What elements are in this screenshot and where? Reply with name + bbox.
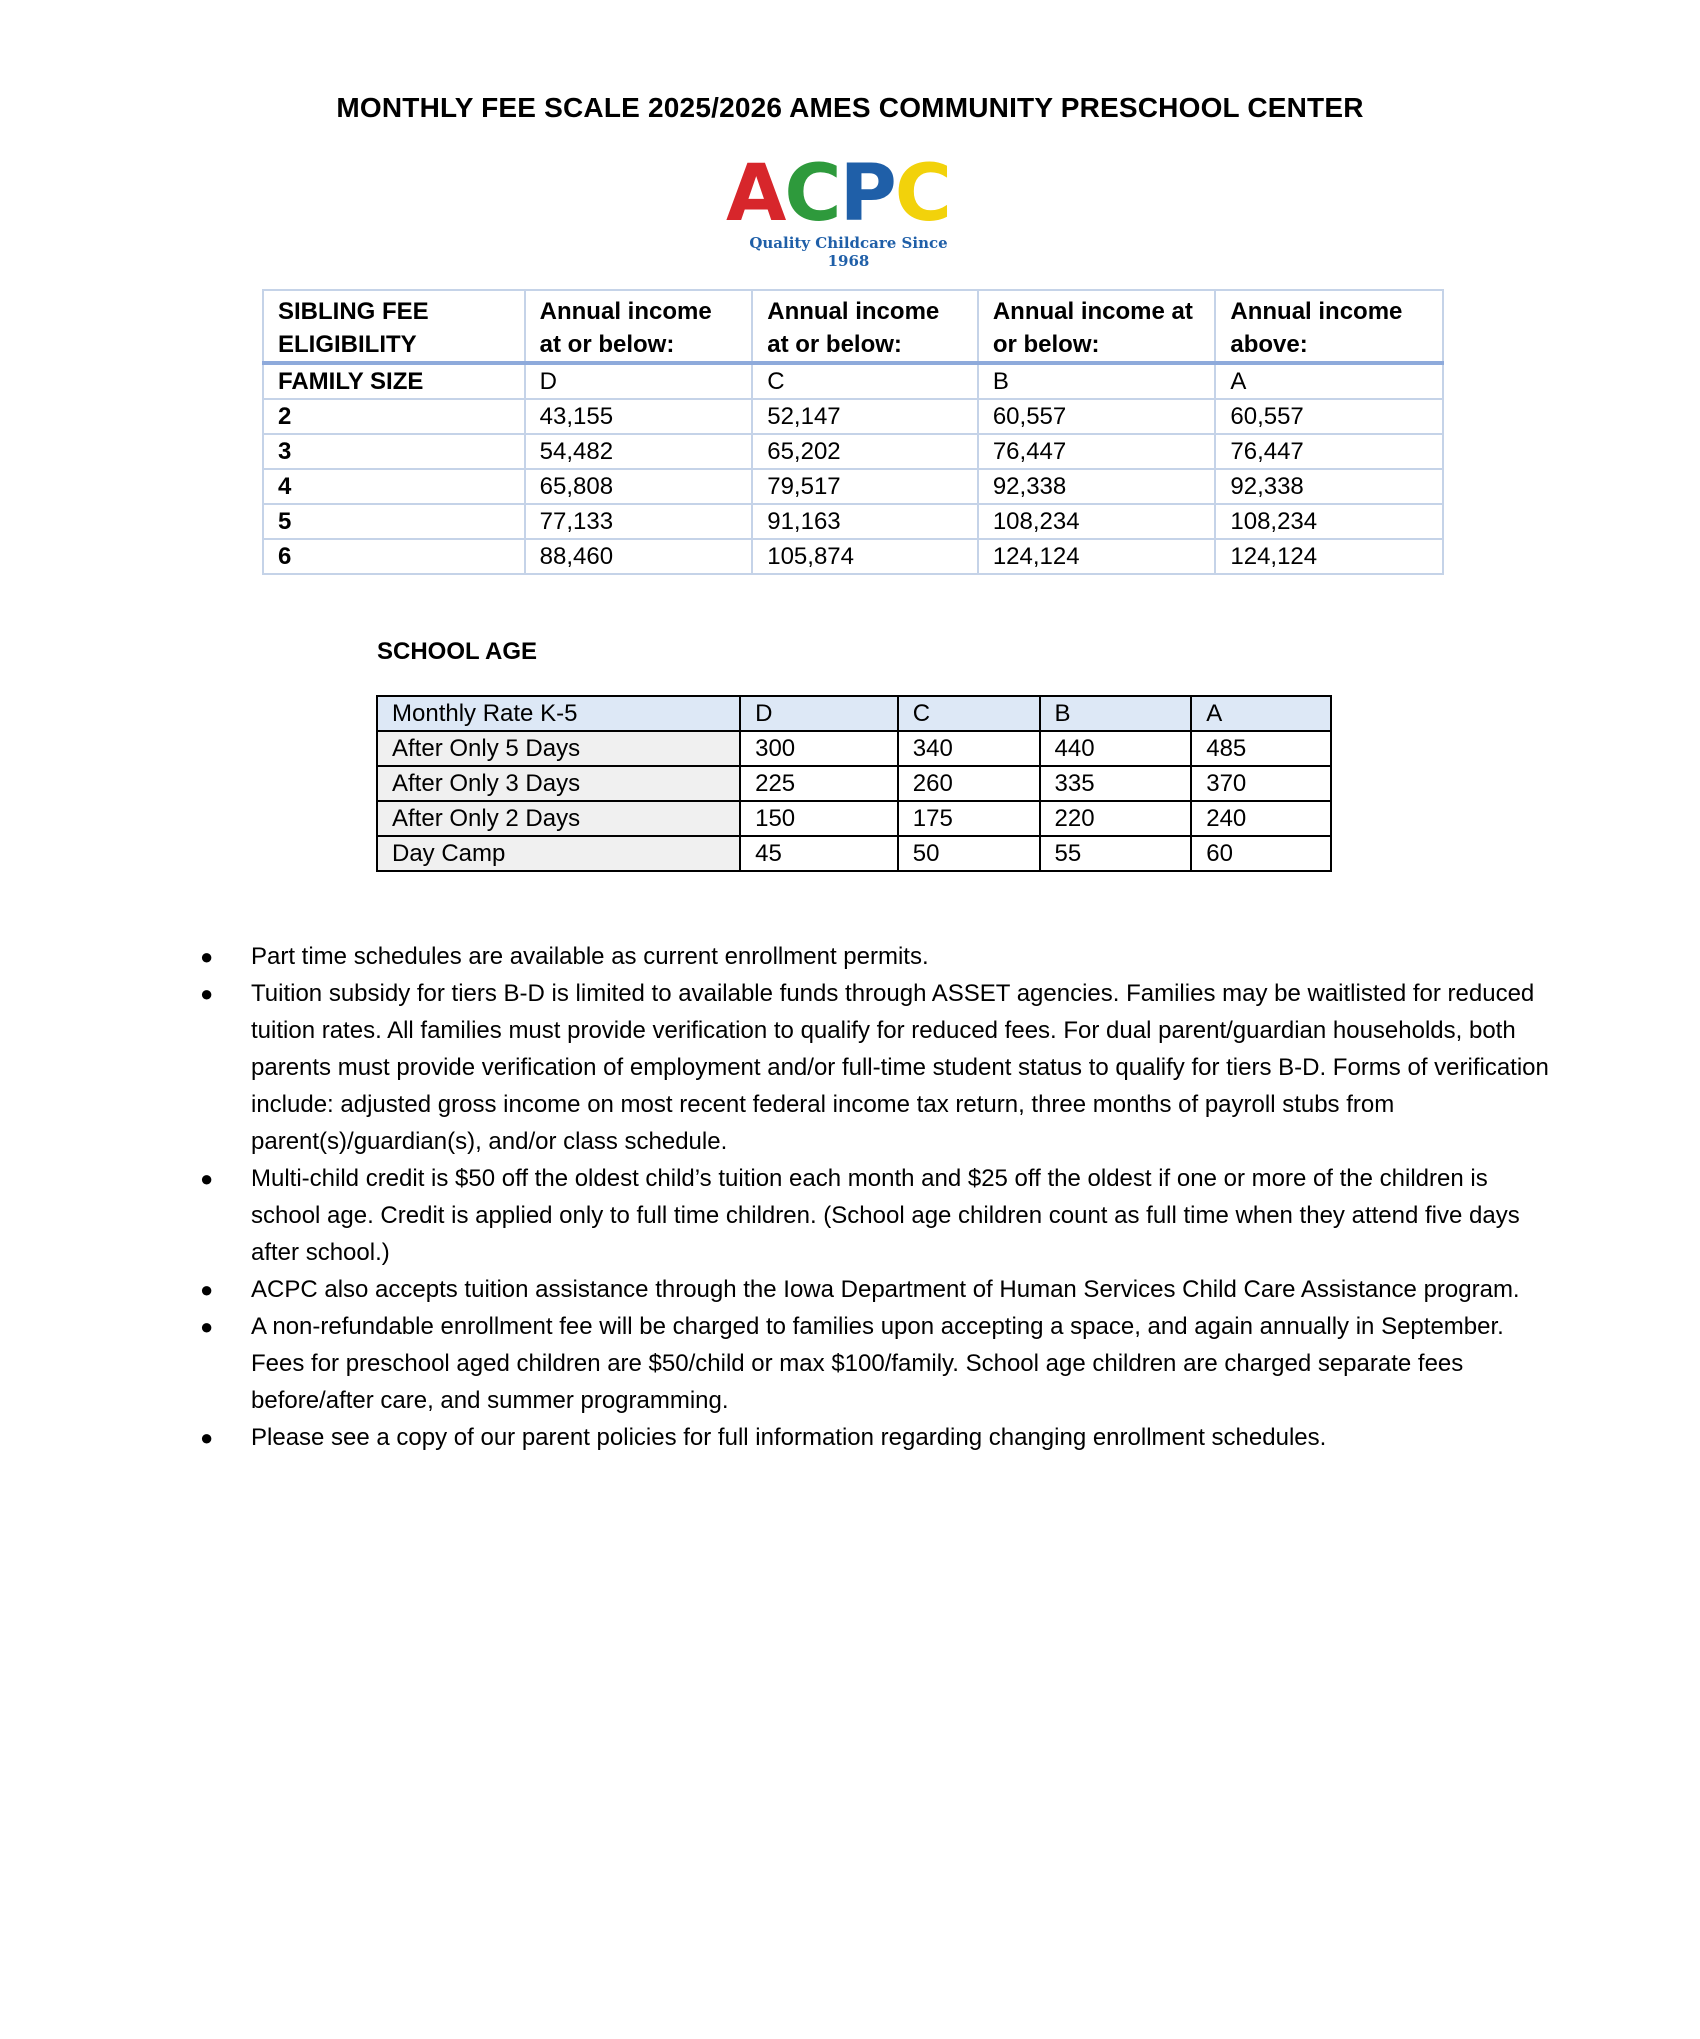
header-income-c: Annual income at or below: xyxy=(752,290,978,363)
bullet-icon: ● xyxy=(200,1425,214,1450)
note-text: Please see a copy of our parent policies for full information regarding changing enrollment schedules. xyxy=(251,1424,1327,1451)
rate-cell: 225 xyxy=(740,766,898,801)
rate-cell: 240 xyxy=(1191,801,1331,836)
income-cell: 76,447 xyxy=(1215,434,1443,469)
income-cell: 108,234 xyxy=(978,504,1216,539)
tier-b: B xyxy=(978,363,1216,399)
logo-tagline: Quality Childcare Since 1968 xyxy=(749,234,948,270)
family-size-label: FAMILY SIZE xyxy=(263,363,525,399)
list-item xyxy=(199,1419,1559,1456)
bullet-icon: ● xyxy=(200,944,214,969)
schedule-label: After Only 3 Days xyxy=(377,766,740,801)
income-cell: 108,234 xyxy=(1215,504,1443,539)
income-cell: 124,124 xyxy=(1215,539,1443,574)
rate-cell: 60 xyxy=(1191,836,1331,871)
logo-letter-c: C xyxy=(784,149,842,239)
note-text: ACPC also accepts tuition assistance through the Iowa Department of Human Services Child Care Assistance program. xyxy=(251,1276,1520,1303)
income-cell: 54,482 xyxy=(525,434,753,469)
rate-cell: 50 xyxy=(898,836,1040,871)
income-cell: 88,460 xyxy=(525,539,753,574)
family-size-cell: 2 xyxy=(263,399,525,434)
table-row xyxy=(377,766,1331,801)
policy-notes-list xyxy=(199,938,1559,1456)
schedule-label: Day Camp xyxy=(377,836,740,871)
income-cell: 92,338 xyxy=(1215,469,1443,504)
bullet-icon: ● xyxy=(200,1166,214,1191)
rate-cell: 440 xyxy=(1040,731,1192,766)
table-row xyxy=(377,801,1331,836)
family-size-cell: 4 xyxy=(263,469,525,504)
list-item xyxy=(199,1160,1559,1271)
page-title: MONTHLY FEE SCALE 2025/2026 AMES COMMUNITY PRESCHOOL CENTER xyxy=(336,92,1364,123)
rate-cell: 220 xyxy=(1040,801,1192,836)
table-row xyxy=(377,731,1331,766)
income-cell: 65,808 xyxy=(525,469,753,504)
income-cell: 91,163 xyxy=(752,504,978,539)
logo-letters xyxy=(726,149,974,239)
logo-letter-c2: C xyxy=(894,149,953,239)
note-text: Part time schedules are available as current enrollment permits. xyxy=(251,943,929,970)
income-cell: 124,124 xyxy=(978,539,1216,574)
sibling-fee-table xyxy=(262,289,1444,575)
table-row xyxy=(263,504,1443,539)
income-cell: 60,557 xyxy=(978,399,1216,434)
header-income-a: Annual income above: xyxy=(1215,290,1443,363)
income-cell: 77,133 xyxy=(525,504,753,539)
table-row xyxy=(263,469,1443,504)
rate-cell: 340 xyxy=(898,731,1040,766)
header-sibling-fee-eligibility: SIBLING FEE ELIGIBILITY xyxy=(263,290,525,363)
income-cell: 105,874 xyxy=(752,539,978,574)
income-cell: 52,147 xyxy=(752,399,978,434)
bullet-icon: ● xyxy=(200,1277,214,1302)
logo-letter-a: A xyxy=(726,149,787,239)
income-cell: 79,517 xyxy=(752,469,978,504)
tier-a: A xyxy=(1191,696,1331,731)
header-income-d: Annual income at or below: xyxy=(525,290,753,363)
school-age-heading: SCHOOL AGE xyxy=(377,638,538,665)
tier-d: D xyxy=(740,696,898,731)
family-size-cell: 5 xyxy=(263,504,525,539)
rate-cell: 335 xyxy=(1040,766,1192,801)
rate-cell: 150 xyxy=(740,801,898,836)
tier-b: B xyxy=(1040,696,1192,731)
table-row xyxy=(263,539,1443,574)
table-row xyxy=(377,836,1331,871)
rate-cell: 370 xyxy=(1191,766,1331,801)
bullet-icon: ● xyxy=(200,981,214,1006)
list-item xyxy=(199,975,1559,1160)
family-size-cell: 6 xyxy=(263,539,525,574)
income-cell: 76,447 xyxy=(978,434,1216,469)
table-row xyxy=(263,399,1443,434)
tier-a: A xyxy=(1215,363,1443,399)
tier-c: C xyxy=(898,696,1040,731)
table-row xyxy=(263,434,1443,469)
bullet-icon: ● xyxy=(200,1314,214,1339)
school-age-header-row xyxy=(377,696,1331,731)
header-income-b: Annual income at or below: xyxy=(978,290,1216,363)
income-cell: 92,338 xyxy=(978,469,1216,504)
schedule-label: After Only 5 Days xyxy=(377,731,740,766)
sibling-header-row xyxy=(263,290,1443,363)
school-age-table xyxy=(376,695,1332,872)
family-size-cell: 3 xyxy=(263,434,525,469)
tier-c: C xyxy=(752,363,978,399)
rate-cell: 485 xyxy=(1191,731,1331,766)
monthly-rate-label: Monthly Rate K-5 xyxy=(377,696,740,731)
rate-cell: 175 xyxy=(898,801,1040,836)
note-text: Multi-child credit is $50 off the oldest child’s tuition each month and $25 off the oldest if one or more of the children is school age. Credit is applied only to full time children. (School age children count as full time when they attend five days after school.) xyxy=(251,1165,1520,1266)
rate-cell: 260 xyxy=(898,766,1040,801)
list-item xyxy=(199,1308,1559,1419)
acpc-logo xyxy=(726,149,974,270)
rate-cell: 45 xyxy=(740,836,898,871)
note-text: Tuition subsidy for tiers B-D is limited to available funds through ASSET agencies. Families may be waitlisted for reduced tuition rates. All families must provide verification to qualify for reduced fees. For dual parent/guardian households, both parents must provide verification of employment and/or full-time student status to qualify for tiers B-D. Forms of verification include: adjusted gross income on most recent federal income tax return, three months of payroll stubs from parent(s)/guardian(s), and/or class schedule. xyxy=(251,980,1549,1155)
list-item xyxy=(199,938,1559,975)
logo-letter-p: P xyxy=(839,149,897,239)
income-cell: 43,155 xyxy=(525,399,753,434)
note-text: A non-refundable enrollment fee will be charged to families upon accepting a space, and again annually in September. Fees for preschool aged children are $50/child or max $100/family. School age children are charged separate fees before/after care, and summer programming. xyxy=(251,1313,1504,1414)
schedule-label: After Only 2 Days xyxy=(377,801,740,836)
tier-row xyxy=(263,363,1443,399)
rate-cell: 300 xyxy=(740,731,898,766)
tier-d: D xyxy=(525,363,753,399)
income-cell: 60,557 xyxy=(1215,399,1443,434)
income-cell: 65,202 xyxy=(752,434,978,469)
list-item xyxy=(199,1271,1559,1308)
rate-cell: 55 xyxy=(1040,836,1192,871)
